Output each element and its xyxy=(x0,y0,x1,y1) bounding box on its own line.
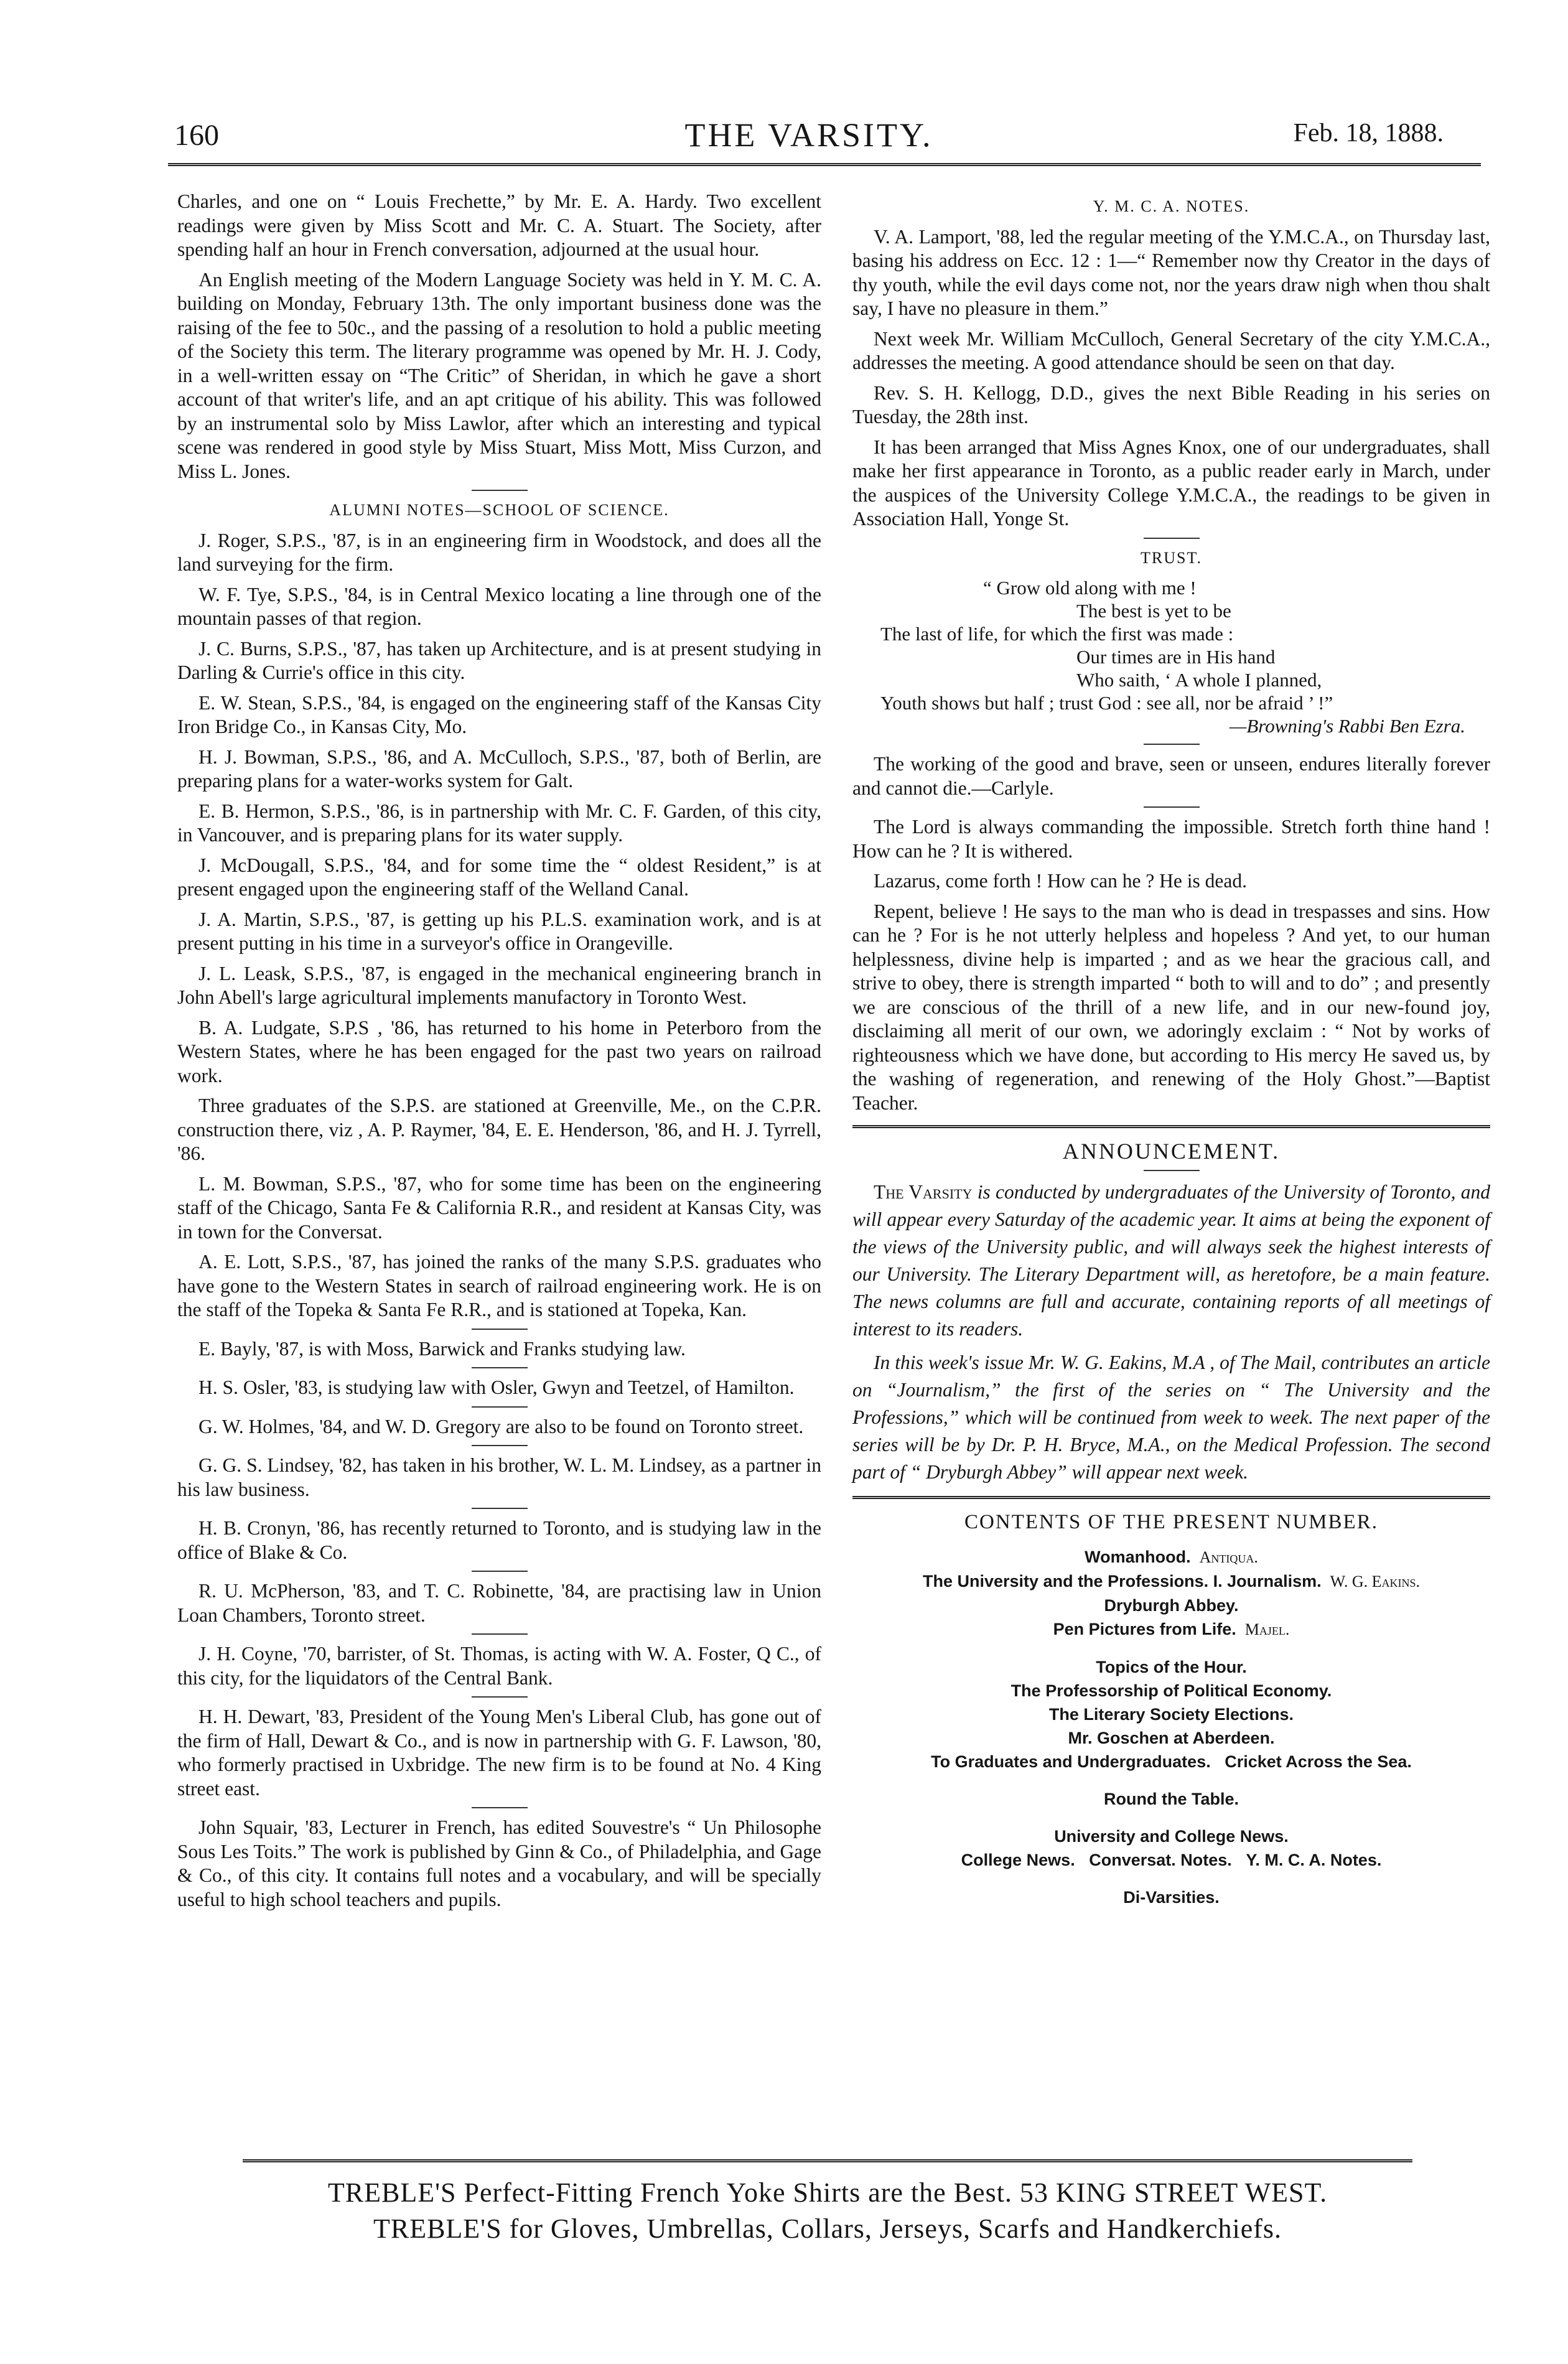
page-date: Feb. 18, 1888. xyxy=(1293,119,1444,147)
baptist-paragraph: Repent, believe ! He says to the man who is dead in trespasses and sins. How can he ? For is he not utterly helpless and hopeless ? And yet, to our human helplessness, divine help is imparted ; and as we hear the gracious call, and strive to obey, there is strength imparted “ both to will and to do” ; and presently we are conscious of the thrill of a new life, and in our new-found joy, disclaiming all merit of our own, we adoringly exclaim : “ Not by works of righteousness which we have done, but according to His mercy He saved us, by the washing of regeneration, and renewing of the Holy Ghost.”—Baptist Teacher. xyxy=(852,900,1490,1114)
alumni-note: H. J. Bowman, S.P.S., '86, and A. McCulloch, S.P.S., '87, both of Berlin, are preparing plans for a water-works system for Galt. xyxy=(177,745,821,792)
contents-author: Antiqua. xyxy=(1199,1548,1258,1566)
contents-entry xyxy=(852,1848,1490,1872)
alumni-note: J. Roger, S.P.S., '87, is in an engineering firm in Woodstock, and does all the land surveying for the firm. xyxy=(177,529,821,575)
poem-attribution: —Browning's Rabbi Ben Ezra. xyxy=(1229,715,1465,737)
divider xyxy=(472,1633,528,1635)
ymca-note: Next week Mr. William McCulloch, General Secretary of the city Y.M.C.A., addresses the meeting. A good attendance should be seen on that day. xyxy=(852,327,1490,373)
contents-title: Conversat. Notes. xyxy=(1089,1851,1232,1869)
intro-paragraph: An English meeting of the Modern Language Society was held in Y. M. C. A. building on Monday, February 13th. The only important business done was the raising of the fee to 50c., and the passing of a resolution to hold a public meeting of the Society this term. The literary programme was opened by Mr. H. J. Cody, in a well-written essay on “The Critic” of Sheridan, in which he gave a short account of that writer's life, and an apt critique of his ability. This was followed by an instrumental solo by Miss Lawlor, after which an interesting and typical scene was rendered in good style by Miss Stuart, Miss Mott, Miss Curzon, and Miss L. Jones. xyxy=(177,268,821,482)
divider xyxy=(1144,1170,1200,1171)
trust-poem xyxy=(852,576,1490,737)
contents-title: The University and the Professions. I. Journalism. xyxy=(923,1572,1322,1591)
contents-entry: University and College News. xyxy=(1054,1827,1289,1846)
divider xyxy=(472,1406,528,1408)
poem-line: The best is yet to be xyxy=(1076,600,1231,622)
contents-gap xyxy=(852,1872,1490,1885)
baptist-paragraph: Lazarus, come forth ! How can he ? He is dead. xyxy=(874,870,1247,892)
advertisement-footer xyxy=(212,2175,1444,2247)
contents-entry: Mr. Goschen at Aberdeen. xyxy=(1068,1729,1275,1747)
contents-title: Cricket Across the Sea. xyxy=(1225,1752,1412,1771)
section-rule xyxy=(852,1496,1490,1499)
law-note: G. W. Holmes, '84, and W. D. Gregory are also to be found on Toronto street. xyxy=(198,1415,804,1437)
right-column xyxy=(852,190,1490,1909)
contents-title: Y. M. C. A. Notes. xyxy=(1246,1851,1382,1869)
law-note: E. Bayly, '87, is with Moss, Barwick and Franks studying law. xyxy=(198,1337,686,1360)
contents-entry xyxy=(852,1750,1490,1773)
contents-gap xyxy=(852,1642,1490,1655)
contents-entry: Topics of the Hour. xyxy=(1096,1658,1247,1676)
poem-line: The last of life, for which the first was made : xyxy=(880,623,1234,645)
intro-paragraph: Charles, and one on “ Louis Frechette,” by Mr. E. A. Hardy. Two excellent readings were given by Miss Scott and Mr. C. A. Stuart. The Society, after spending half an hour in French conversation, adjourned at the usual hour. xyxy=(177,190,821,260)
divider xyxy=(1144,806,1200,808)
poem-line: Who saith, ‘ A whole I planned, xyxy=(1076,669,1322,691)
footer-rule xyxy=(243,2159,1412,2162)
contents-entry: Round the Table. xyxy=(1104,1790,1239,1808)
divider xyxy=(1144,744,1200,745)
poem-line: “ Grow old along with me ! xyxy=(983,577,1197,599)
divider xyxy=(472,1807,528,1808)
contents-title: Pen Pictures from Life. xyxy=(1053,1620,1236,1638)
section-rule xyxy=(852,1125,1490,1128)
law-note: H. H. Dewart, '83, President of the Young Men's Liberal Club, has gone out of the firm of Hall, Dewart & Co., and is now in partnership with G. F. Lawson, '80, who formerly practised in Uxbridge. The new firm is to be found at No. 4 King street east. xyxy=(177,1706,821,1800)
poem-line: Youth shows but half ; trust God : see all, nor be afraid ’ !” xyxy=(880,692,1333,714)
alumni-note: L. M. Bowman, S.P.S., '87, who for some time has been on the engineering staff of the Chicago, Santa Fe & California R.R., and resident at Kansas City, was in town for the Conversat. xyxy=(177,1172,821,1243)
alumni-note: A. E. Lott, S.P.S., '87, has joined the ranks of the many S.P.S. graduates who have gone to the Western States in search of railroad engineering work. He is on the staff of the Topeka & Santa Fe R.R., and is stationed at Topeka, Kan. xyxy=(177,1251,821,1320)
masthead: THE VARSITY. xyxy=(684,116,933,154)
law-note: H. S. Osler, '83, is studying law with Osler, Gwyn and Teetzel, of Hamilton. xyxy=(198,1376,795,1398)
contents-title: Womanhood. xyxy=(1085,1548,1191,1566)
contents-gap xyxy=(852,1811,1490,1824)
alumni-note: J. McDougall, S.P.S., '84, and for some time the “ oldest Resident,” is at present engaged upon the engineering staff of the Welland Canal. xyxy=(177,854,821,900)
baptist-paragraph: The Lord is always commanding the impossible. Stretch forth thine hand ! How can he ? It is withered. xyxy=(852,816,1490,862)
carlyle-quote: The working of the good and brave, seen or unseen, endures literally forever and cannot die.—Carlyle. xyxy=(852,753,1490,799)
contents-heading: CONTENTS OF THE PRESENT NUMBER. xyxy=(964,1510,1378,1533)
divider xyxy=(472,1696,528,1698)
alumni-note: E. B. Hermon, S.P.S., '86, is in partnership with Mr. C. F. Garden, of this city, in Vancouver, and is preparing plans for its water supply. xyxy=(177,800,821,846)
contents-entry: The Literary Society Elections. xyxy=(1048,1705,1294,1724)
contents-title: To Graduates and Undergraduates. xyxy=(931,1752,1211,1771)
alumni-note: E. W. Stean, S.P.S., '84, is engaged on the engineering staff of the Kansas City Iron Bridge Co., in Kansas City, Mo. xyxy=(177,691,821,737)
announcement-heading: ANNOUNCEMENT. xyxy=(1062,1139,1281,1164)
page-number: 160 xyxy=(174,119,219,152)
divider xyxy=(472,1329,528,1330)
divider xyxy=(472,1508,528,1509)
alumni-note: W. F. Tye, S.P.S., '84, is in Central Mexico locating a line through one of the mountain passes of that region. xyxy=(177,583,821,629)
header-rule xyxy=(168,163,1481,166)
alumni-note: J. L. Leask, S.P.S., '87, is engaged in the mechanical engineering branch in John Abell's large agricultural implements manufactory in Toronto West. xyxy=(177,962,821,1008)
ymca-note: It has been arranged that Miss Agnes Knox, one of our undergraduates, shall make her first appearance in Toronto, as a public reader early in March, under the auspices of the University College Y.M.C.A., the readings to be given in Association Hall, Yonge St. xyxy=(852,436,1490,530)
contents-entry: Di-Varsities. xyxy=(1123,1888,1220,1907)
left-column xyxy=(177,190,821,1918)
divider xyxy=(472,1445,528,1446)
alumni-note: Three graduates of the S.P.S. are stationed at Greenville, Me., on the C.P.R. construction there, viz , A. P. Raymer, '84, E. E. Henderson, '86, and H. J. Tyrrell, '86. xyxy=(177,1095,821,1164)
contents-entry: The Professorship of Political Economy. xyxy=(1010,1681,1332,1700)
poem-line: Our times are in His hand xyxy=(1076,646,1276,668)
varsity-name: The Varsity xyxy=(874,1180,973,1203)
law-note: R. U. McPherson, '83, and T. C. Robinette, '84, are practising law in Union Loan Chambers, Toronto street. xyxy=(177,1580,821,1626)
ad-line: TREBLE'S for Gloves, Umbrellas, Collars, Jerseys, Scarfs and Handkerchiefs. xyxy=(373,2213,1282,2244)
contents-gap xyxy=(852,1773,1490,1787)
announcement-text: is conducted by undergraduates of the University of Toronto, and will appear every Saturday of the academic year. It aims at being the exponent of the views of the University public, and will always seek the highest interests of our University. The Literary Department will, as heretofore, be a main feature. The news columns are full and accurate, containing reports of all meetings of interest to its readers. xyxy=(852,1180,1490,1340)
divider xyxy=(472,1571,528,1572)
law-note: J. H. Coyne, '70, barrister, of St. Thomas, is acting with W. A. Foster, Q C., of this city, for the liquidators of the Central Bank. xyxy=(177,1643,821,1689)
divider xyxy=(472,1367,528,1368)
law-note: H. B. Cronyn, '86, has recently returned to Toronto, and is studying law in the office of Blake & Co. xyxy=(177,1517,821,1563)
alumni-note: B. A. Ludgate, S.P.S , '86, has returned to his home in Peterboro from the Western States, where he has been engaged for the past two years on railroad work. xyxy=(177,1016,821,1086)
divider xyxy=(472,490,528,491)
trust-heading: TRUST. xyxy=(1141,548,1202,567)
alumni-heading: ALUMNI NOTES—SCHOOL OF SCIENCE. xyxy=(329,501,670,519)
contents-author: Majel. xyxy=(1244,1620,1290,1638)
contents-title: College News. xyxy=(961,1851,1075,1869)
alumni-note: J. A. Martin, S.P.S., '87, is getting up his P.L.S. examination work, and is at present putting in his time in a surveyor's office in Orangeville. xyxy=(177,908,821,954)
contents-entry xyxy=(852,1617,1490,1642)
page-header xyxy=(149,112,1468,162)
contents-entry xyxy=(852,1569,1490,1594)
announcement xyxy=(852,1139,1490,1486)
contents-entry xyxy=(852,1545,1490,1569)
ad-line: TREBLE'S Perfect-Fitting French Yoke Shirts are the Best. 53 KING STREET WEST. xyxy=(327,2177,1328,2208)
alumni-note: J. C. Burns, S.P.S., '87, has taken up Architecture, and is at present studying in Darling & Currie's office in this city. xyxy=(177,637,821,683)
contents-list xyxy=(852,1510,1490,1910)
law-note: G. G. S. Lindsey, '82, has taken in his brother, W. L. M. Lindsey, as a partner in his law business. xyxy=(177,1454,821,1500)
ymca-heading: Y. M. C. A. NOTES. xyxy=(1093,197,1250,215)
divider xyxy=(1144,538,1200,539)
ymca-note: Rev. S. H. Kellogg, D.D., gives the next Bible Reading in his series on Tuesday, the 28th inst. xyxy=(852,381,1490,427)
announcement-paragraph xyxy=(852,1179,1490,1343)
announcement-paragraph: In this week's issue Mr. W. G. Eakins, M.A , of The Mail, contributes an article on “Journalism,” the first of the series on “ The University and the Professions,” which will be continued from week to week. The next paper of the series will be by Dr. P. H. Bryce, M.A., on the Medical Profession. The second part of “ Dryburgh Abbey” will appear next week. xyxy=(852,1351,1490,1483)
contents-author: W. G. Eakins. xyxy=(1330,1572,1420,1591)
contents-entry: Dryburgh Abbey. xyxy=(1104,1596,1239,1615)
law-note: John Squair, '83, Lecturer in French, has edited Souvestre's “ Un Philosophe Sous Les Toits.” The work is published by Ginn & Co., of Philadelphia, and Gage & Co., of this city. It contains full notes and a vocabulary, and will be specially useful to high school teachers and pupils. xyxy=(177,1816,821,1910)
ymca-note: V. A. Lamport, '88, led the regular meeting of the Y.M.C.A., on Thursday last, basing his address on Ecc. 12 : 1—“ Remember now thy Creator in the days of thy youth, while the evil days come not, nor the years draw nigh when thou shalt say, I have no pleasure in them.” xyxy=(852,225,1490,319)
